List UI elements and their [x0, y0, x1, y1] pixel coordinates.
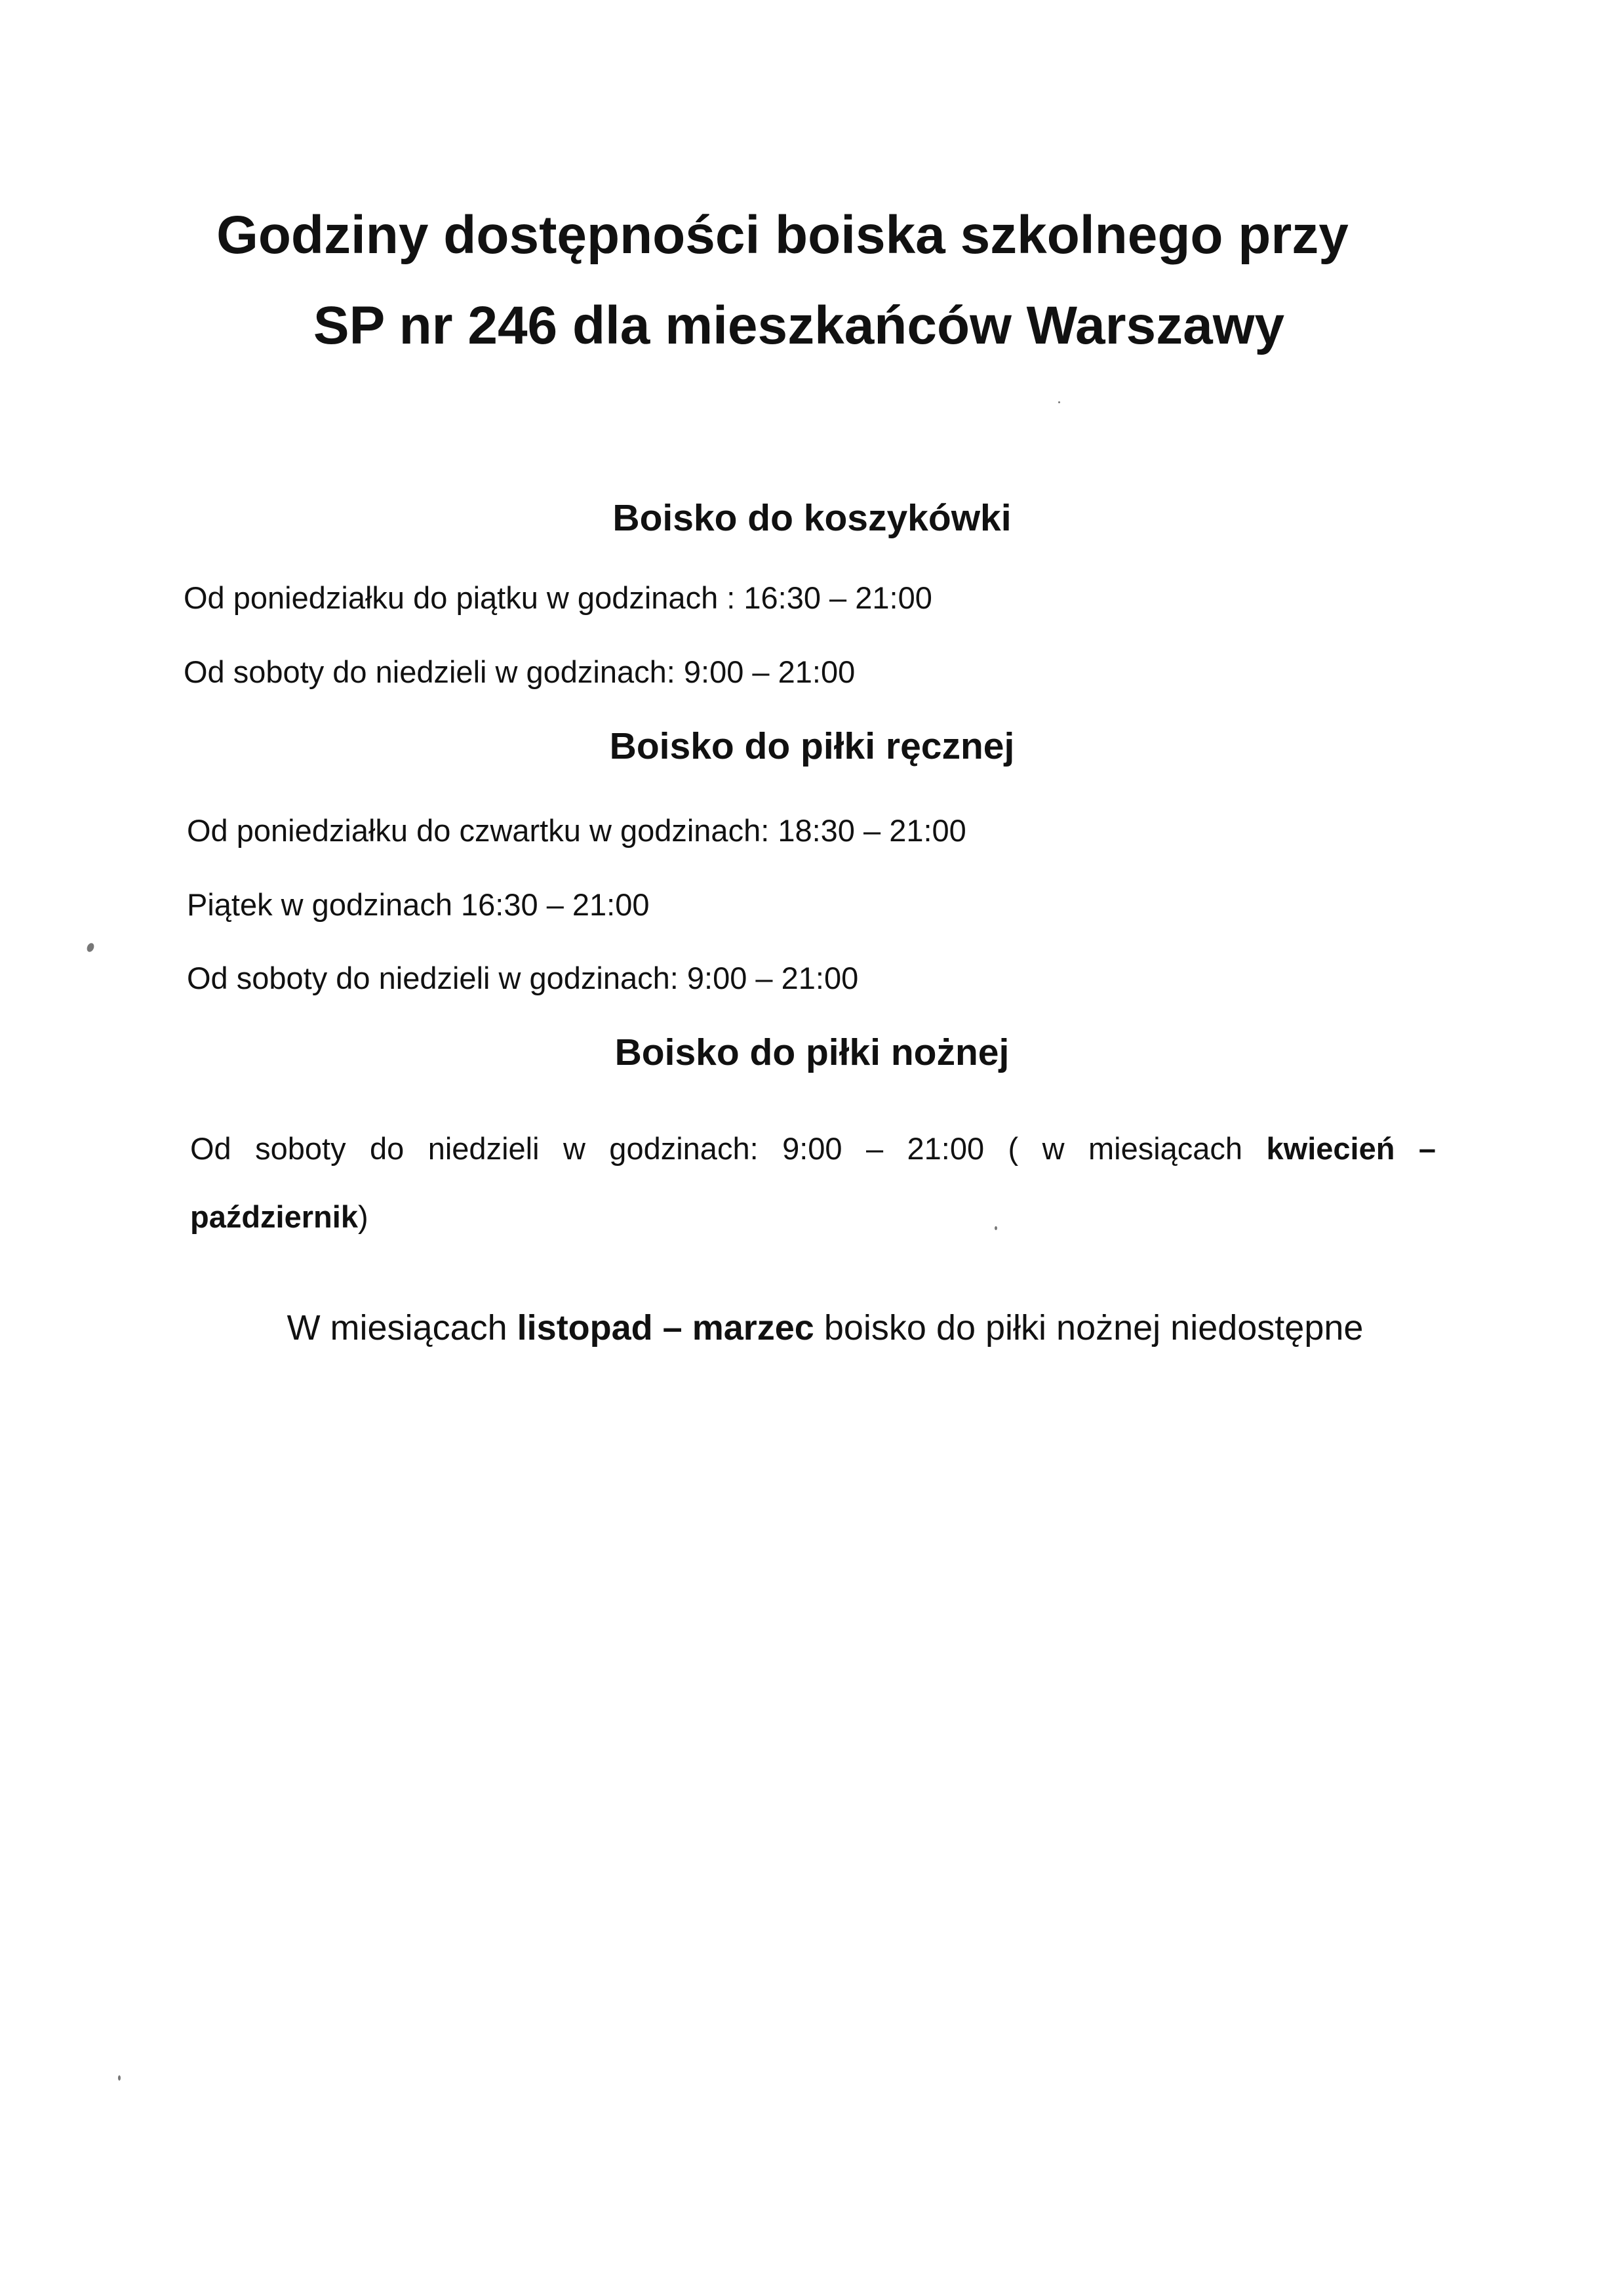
page-title: [0, 190, 1624, 371]
handball-friday-hours: Piątek w godzinach 16:30 – 21:00: [187, 887, 650, 922]
title-line-1: Godziny dostępności boiska szkolnego przy: [216, 205, 1349, 265]
football-hours-text: Od soboty do niedzieli w godzinach: 9:00 – 21:00 ( w miesiącach: [190, 1131, 1267, 1166]
handball-mon-thu-hours: Od poniedziałku do czwartku w godzinach: 18:30 – 21:00: [187, 813, 966, 848]
football-open-months: kwiecień – październik: [190, 1131, 1436, 1234]
title-line-2: SP nr 246 dla mieszkańców Warszawy: [313, 296, 1285, 355]
handball-heading: Boisko do piłki ręcznej: [609, 725, 1015, 767]
scan-speck: [1058, 401, 1060, 403]
football-hours-paragraph: [190, 1115, 1436, 1251]
note-closed-months: listopad – marzec: [517, 1308, 814, 1347]
basketball-heading: Boisko do koszykówki: [612, 497, 1012, 539]
football-heading: Boisko do piłki nożnej: [614, 1031, 1010, 1073]
note-suffix: boisko do piłki nożnej niedostępne: [814, 1308, 1364, 1347]
basketball-weekday-hours: Od poniedziałku do piątku w godzinach : 16:30 – 21:00: [184, 580, 932, 615]
scan-speck: [118, 2075, 121, 2081]
basketball-weekend-hours: Od soboty do niedzieli w godzinach: 9:00 – 21:00: [184, 654, 856, 689]
scan-speck: [995, 1226, 997, 1230]
scan-speck: [86, 942, 96, 953]
note-prefix: W miesiącach: [287, 1308, 517, 1347]
handball-weekend-hours: Od soboty do niedzieli w godzinach: 9:00 – 21:00: [187, 961, 859, 995]
football-closed-note: [0, 1305, 1624, 1351]
football-hours-suffix: ): [357, 1199, 368, 1234]
